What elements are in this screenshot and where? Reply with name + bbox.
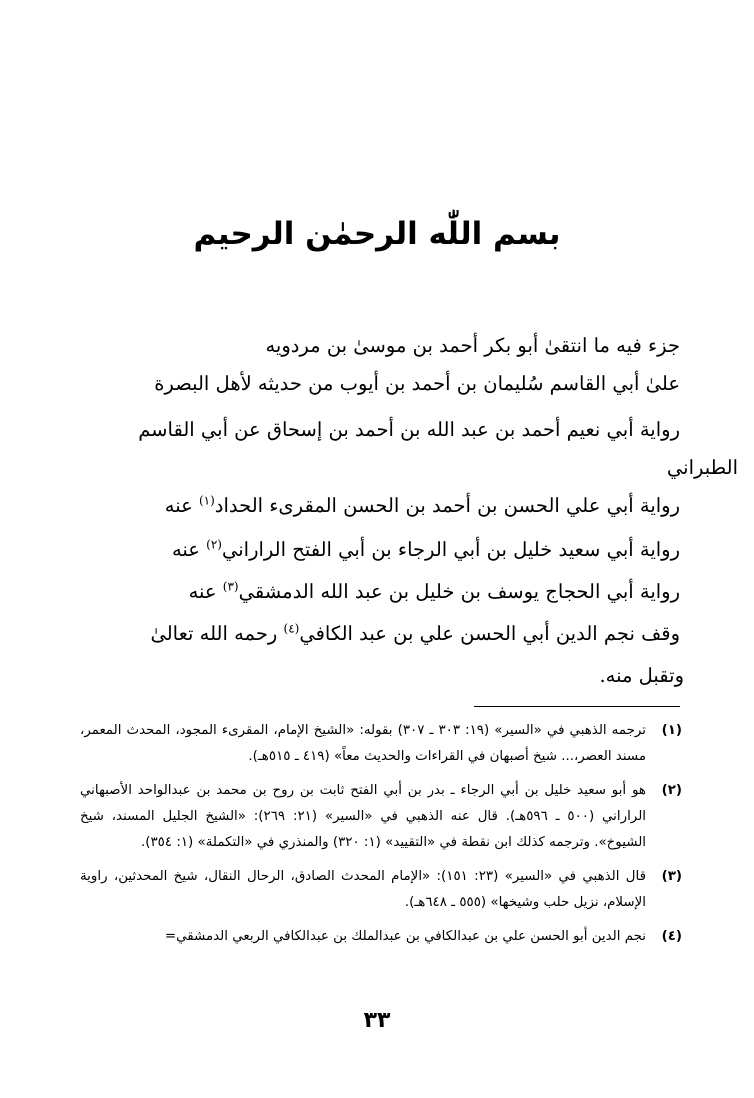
footnote (80, 778, 682, 856)
title-line: رواية أبي نعيم أحمد بن عبد الله بن أحمد بن إسحاق عن أبي القاسم (138, 418, 680, 441)
footnote-number: (٢) (661, 783, 682, 798)
footnote-number: (٣) (661, 869, 682, 884)
footnote-number: (٤) (661, 929, 682, 944)
footnote-ref[interactable]: (١) (198, 493, 215, 508)
footnote-text: قال الذهبي في «السير» (٢٣: ١٥١): «الإمام المحدث الصادق، الرحال النقال، شيخ المحدثين، راوية الإسلام، نزيل حلب وشيخها» (٥٥٥ ـ ٦٤٨هـ). (80, 869, 646, 910)
footnote-ref[interactable]: (٣) (222, 579, 239, 594)
basmala-heading: بسم اللّٰه الرحمٰن الرحيم (193, 216, 561, 252)
footnote-separator (474, 706, 680, 707)
footnotes (80, 718, 682, 958)
title-line: علىٰ أبي القاسم سُليمان بن أحمد بن أيوب من حديثه لأهل البصرة (154, 372, 680, 395)
footnote-text: نجم الدين أبو الحسن علي بن عبدالكافي بن عبدالملك بن عبدالكافي الربعي الدمشقي= (164, 929, 646, 944)
title-line: رواية أبي علي الحسن بن أحمد بن الحسن المقرىء الحداد$^{(١)}$ عنه (164, 493, 680, 517)
title-line: رواية أبي سعيد خليل بن أبي الرجاء بن أبي الفتح الراراني$^{(٢)}$ عنه (171, 537, 680, 561)
title-line: جزء فيه ما انتقىٰ أبو بكر أحمد بن موسىٰ بن مردويه (265, 334, 680, 357)
footnote-ref[interactable]: (٤) (283, 621, 300, 636)
footnote-number: (١) (661, 723, 682, 738)
footnote-ref[interactable]: (٢) (206, 537, 222, 552)
title-line: رواية أبي الحجاج يوسف بن خليل بن عبد الله الدمشقي$^{(٣)}$ عنه (188, 579, 680, 603)
footnote (80, 718, 682, 770)
footnote (80, 864, 682, 916)
footnote-text: هو أبو سعيد خليل بن أبي الرجاء ـ بدر بن أبي الفتح ثابت بن روح بن محمد بن عبدالواحد الأصبهاني الراراني (٥٠٠ ـ ٥٩٦هـ). قال عنه الذهبي في «السير» (٢١: ٢٦٩): «الشيخ الجليل المسند، شيخ الشيوخ». وترجمه كذلك ابن نقطة في «التقييد» (١: ٣٢٠) والمنذري في «التكملة» (١: ٣٥٤). (80, 783, 646, 850)
footnote-text: ترجمه الذهبي في «السير» (١٩: ٣٠٣ ـ ٣٠٧) بقوله: «الشيخ الإمام، المقرىء المجود، المحدث المعمر، مسند العصر،... شيخ أصبهان في القراءات والحديث معاً» (٤١٩ ـ ٥١٥هـ). (80, 723, 646, 764)
title-line: الطبراني (666, 456, 738, 479)
footnote (80, 924, 682, 950)
title-line: وقف نجم الدين أبي الحسن علي بن عبد الكافي$^{(٤)}$ رحمه الله تعالىٰ (150, 621, 680, 645)
title-line: وتقبل منه. (599, 664, 684, 687)
page-number: ٣٣ (363, 1008, 391, 1033)
